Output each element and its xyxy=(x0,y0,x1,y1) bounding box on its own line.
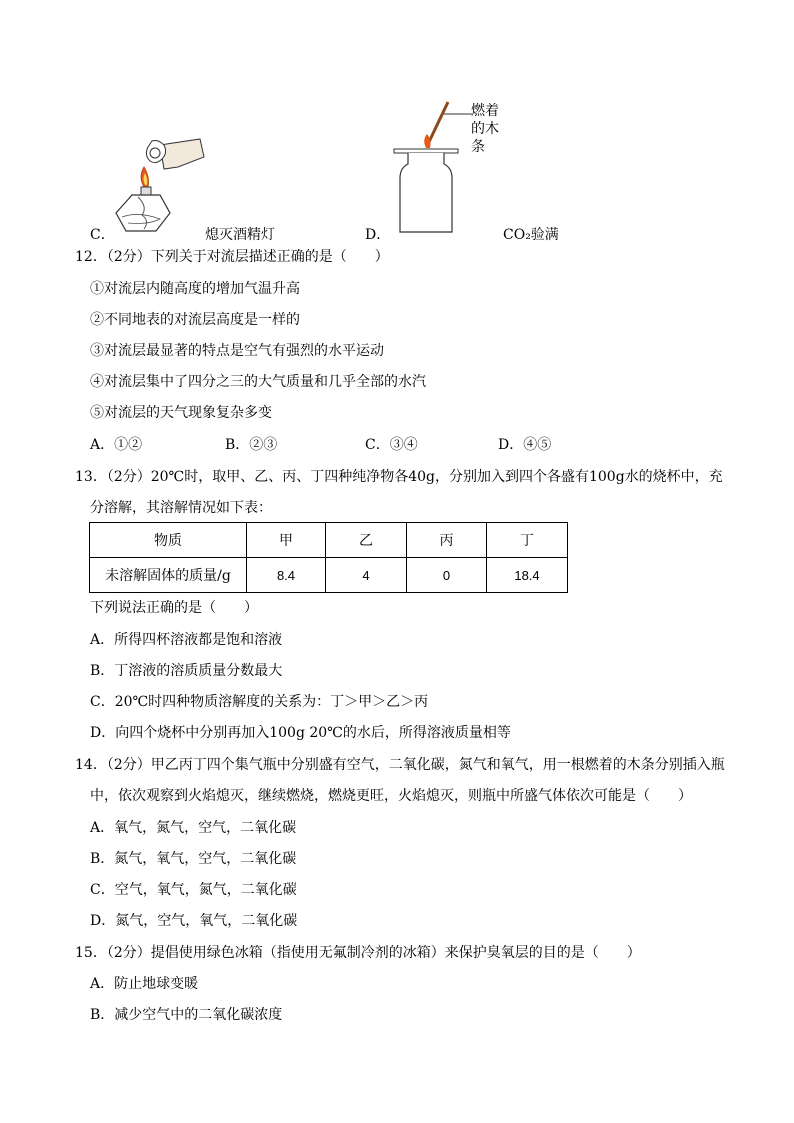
burning-stick-annotation xyxy=(471,102,499,156)
option-d-label: D． xyxy=(365,227,391,243)
option-d: D．向四个烧杯中分别再加入100g 20℃的水后，所得溶液质量相等 xyxy=(90,725,511,741)
solubility-table xyxy=(89,522,568,593)
option-d: D．④⑤ xyxy=(498,437,552,453)
table-header-cell: 丁 xyxy=(487,523,568,558)
table-cell: 18.4 xyxy=(487,558,568,593)
table-cell: 8.4 xyxy=(247,558,326,593)
option-b: B．②③ xyxy=(225,437,278,453)
table-cell: 4 xyxy=(326,558,407,593)
option-d-caption: CO₂验满 xyxy=(503,227,559,243)
statement-5: ⑤对流层的天气现象复杂多变 xyxy=(90,405,272,421)
statement-4: ④对流层集中了四分之三的大气质量和几乎全部的水汽 xyxy=(90,374,426,390)
option-c-caption: 熄灭酒精灯 xyxy=(205,227,275,243)
question-stem-line-1: 14．（2分）甲乙丙丁四个集气瓶中分别盛有空气，二氧化碳，氮气和氧气，用一根燃着的木条分别插入瓶 xyxy=(75,757,725,773)
question-stem: 15．（2分）提倡使用绿色冰箱（指使用无氟制冷剂的冰箱）来保护臭氧层的目的是（ ） xyxy=(75,945,641,961)
option-c-label: C． xyxy=(90,227,115,243)
option-b: B．减少空气中的二氧化碳浓度 xyxy=(90,1007,283,1023)
option-b: B．丁溶液的溶质质量分数最大 xyxy=(90,663,283,679)
question-stem: 12．（2分）下列关于对流层描述正确的是（ ） xyxy=(75,249,389,265)
gas-jar-figure xyxy=(390,98,472,238)
table-header-cell: 丙 xyxy=(407,523,487,558)
annotation-line: 的木 xyxy=(471,121,499,137)
option-a: A．所得四杯溶液都是饱和溶液 xyxy=(90,632,283,648)
statement-2: ②不同地表的对流层高度是一样的 xyxy=(90,312,300,328)
annotation-pointer xyxy=(444,110,474,118)
option-c: C．空气，氧气，氮气，二氧化碳 xyxy=(90,882,297,898)
table-cell: 未溶解固体的质量/g xyxy=(90,558,247,593)
table-header-cell: 乙 xyxy=(326,523,407,558)
table-cell: 0 xyxy=(407,558,487,593)
option-a: A．防止地球变暖 xyxy=(90,976,199,992)
option-b: B．氮气，氧气，空气，二氧化碳 xyxy=(90,851,297,867)
table-row xyxy=(90,558,568,593)
question-stem-line-1: 13．（2分）20℃时，取甲、乙、丙、丁四种纯净物各40g，分别加入到四个各盛有100g水的烧杯中，充 xyxy=(75,469,723,485)
question-stem-line-2: 分溶解，其溶解情况如下表： xyxy=(90,500,272,516)
option-a: A．氧气，氮气，空气，二氧化碳 xyxy=(90,820,297,836)
statement-1: ①对流层内随高度的增加气温升高 xyxy=(90,281,300,297)
alcohol-lamp-figure xyxy=(108,125,208,237)
option-d: D．氮气，空气，氧气，二氧化碳 xyxy=(90,913,298,929)
table-header-cell: 甲 xyxy=(247,523,326,558)
question-stem-line-2: 中，依次观察到火焰熄灭，继续燃烧，燃烧更旺，火焰熄灭，则瓶中所盛气体依次可能是（ ） xyxy=(90,788,692,804)
table-header-cell: 物质 xyxy=(90,523,247,558)
option-c: C．20℃时四种物质溶解度的关系为：丁＞甲＞乙＞丙 xyxy=(90,694,429,710)
annotation-line: 条 xyxy=(471,139,485,155)
table-header-row xyxy=(90,523,568,558)
statement-3: ③对流层最显著的特点是空气有强烈的水平运动 xyxy=(90,343,384,359)
option-c: C．③④ xyxy=(365,437,418,453)
option-a: A．①② xyxy=(90,437,143,453)
annotation-line: 燃着 xyxy=(471,103,499,119)
question-prompt: 下列说法正确的是（ ） xyxy=(90,600,258,616)
